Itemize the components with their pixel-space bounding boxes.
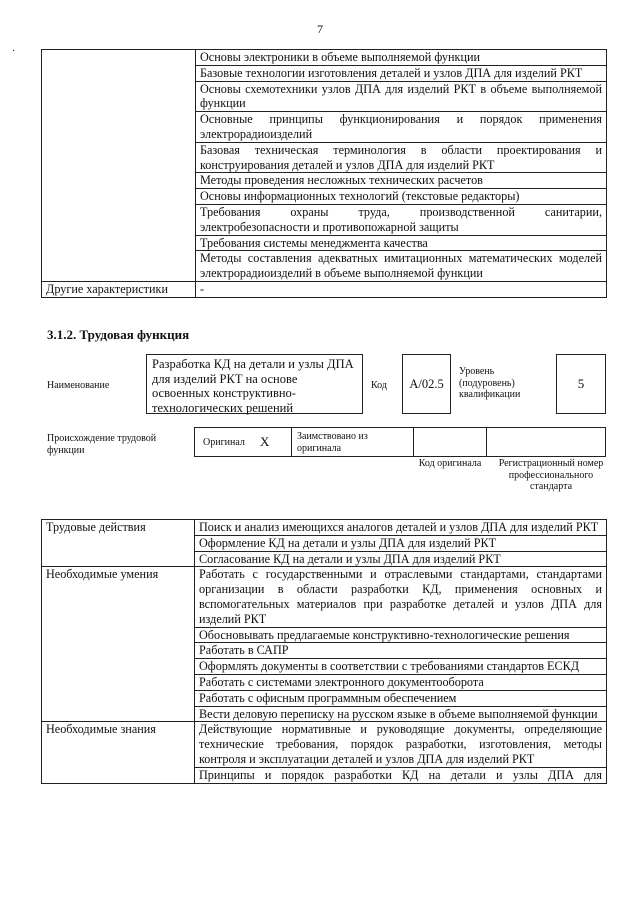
borrowed-label: Заимствовано из оригинала (297, 431, 368, 454)
skill-row: Работать с системами электронного документооборота (195, 674, 607, 690)
skill-row: Работать с государственными и отраслевыми стандартами, стандартами организации в области разработки КД, применения основных и вспомогательных материалов при разработке деталей и узлов ДПА для изделий РКТ (195, 567, 607, 627)
skill-row: Вести деловую переписку на русском языке в объеме выполняемой функции (195, 706, 607, 722)
skill-row: Работать в САПР (195, 643, 607, 659)
page-number: 7 (317, 22, 323, 36)
knowledge-row: Базовая техническая терминология в области проектирования и конструирования деталей и узлов ДПА для изделий РКТ (196, 142, 607, 173)
section-title: 3.1.2. Трудовая функция (47, 327, 190, 342)
origin-label: Происхождение трудовой функции (47, 433, 157, 456)
original-code-caption: Код оригинала (418, 458, 482, 469)
knowledge-row: Методы проведения несложных технических расчетов (196, 173, 607, 189)
name-label: Наименование (47, 380, 110, 391)
knowledge-row: Требования охраны труда, производственной санитарии, электробезопасности и противопожарной защиты (196, 204, 607, 235)
labor-function-table (41, 519, 607, 784)
knowledge-row: Требования системы менеджмента качества (196, 235, 607, 251)
level-value-box: 5 (556, 354, 606, 414)
knowledge-row: Основные принципы функционирования и порядок применения электрорадиоизделий (196, 112, 607, 143)
continuation-label-cell (42, 50, 196, 282)
knowledge-row: Основы информационных технологий (текстовые редакторы) (196, 189, 607, 205)
other-characteristics-value: - (196, 281, 607, 297)
registration-number-cell[interactable] (486, 427, 606, 457)
knowledge-label: Необходимые знания (42, 722, 195, 783)
action-row: Согласование КД на детали и узлы ДПА для изделий РКТ (195, 551, 607, 567)
other-characteristics-label: Другие характеристики (42, 281, 196, 297)
original-mark[interactable]: X (260, 434, 270, 449)
actions-label: Трудовые действия (42, 520, 195, 567)
original-cell (194, 427, 292, 457)
function-name-box: Разработка КД на детали и узлы ДПА для изделий РКТ на основе освоенных конструктивно-технологических решений (146, 354, 363, 414)
skill-row: Работать с офисным программным обеспечением (195, 690, 607, 706)
knowledge-row: Базовые технологии изготовления деталей и узлов ДПА для изделий РКТ (196, 65, 607, 81)
skill-row: Обосновывать предлагаемые конструктивно-технологические решения (195, 627, 607, 643)
knowledge-row: Методы составления адекватных имитационных математических моделей электрорадиоизделий в объеме выполняемой функции (196, 251, 607, 282)
code-value-box: А/02.5 (402, 354, 451, 414)
original-code-cell[interactable] (413, 427, 487, 457)
knowledge-item-row: Действующие нормативные и руководящие документы, определяющие технические требования, порядок разработки, изготовления, методы контроля и эксплуатации деталей и узлов ДПА для изделий РКТ (195, 722, 607, 767)
skills-label: Необходимые умения (42, 567, 195, 722)
skill-row: Оформлять документы в соответствии с требованиями стандартов ЕСКД (195, 659, 607, 675)
level-label: Уровень (подуровень) квалификации (459, 366, 521, 400)
action-row: Оформление КД на детали и узлы ДПА для изделий РКТ (195, 535, 607, 551)
knowledge-row: Основы электроники в объеме выполняемой функции (196, 50, 607, 66)
registration-caption: Регистрационный номер профессионального стандарта (498, 458, 604, 492)
knowledge-continuation-table (41, 49, 607, 298)
borrowed-cell (291, 427, 414, 457)
knowledge-item-row: Принципы и порядок разработки КД на детали и узлы ДПА для (195, 767, 607, 783)
original-label: Оригинал (203, 437, 245, 448)
margin-dot: · (12, 46, 16, 57)
code-label: Код (371, 380, 387, 391)
action-row: Поиск и анализ имеющихся аналогов деталей и узлов ДПА для изделий РКТ (195, 520, 607, 536)
knowledge-row: Основы схемотехники узлов ДПА для изделий РКТ в объеме выполняемой функции (196, 81, 607, 112)
